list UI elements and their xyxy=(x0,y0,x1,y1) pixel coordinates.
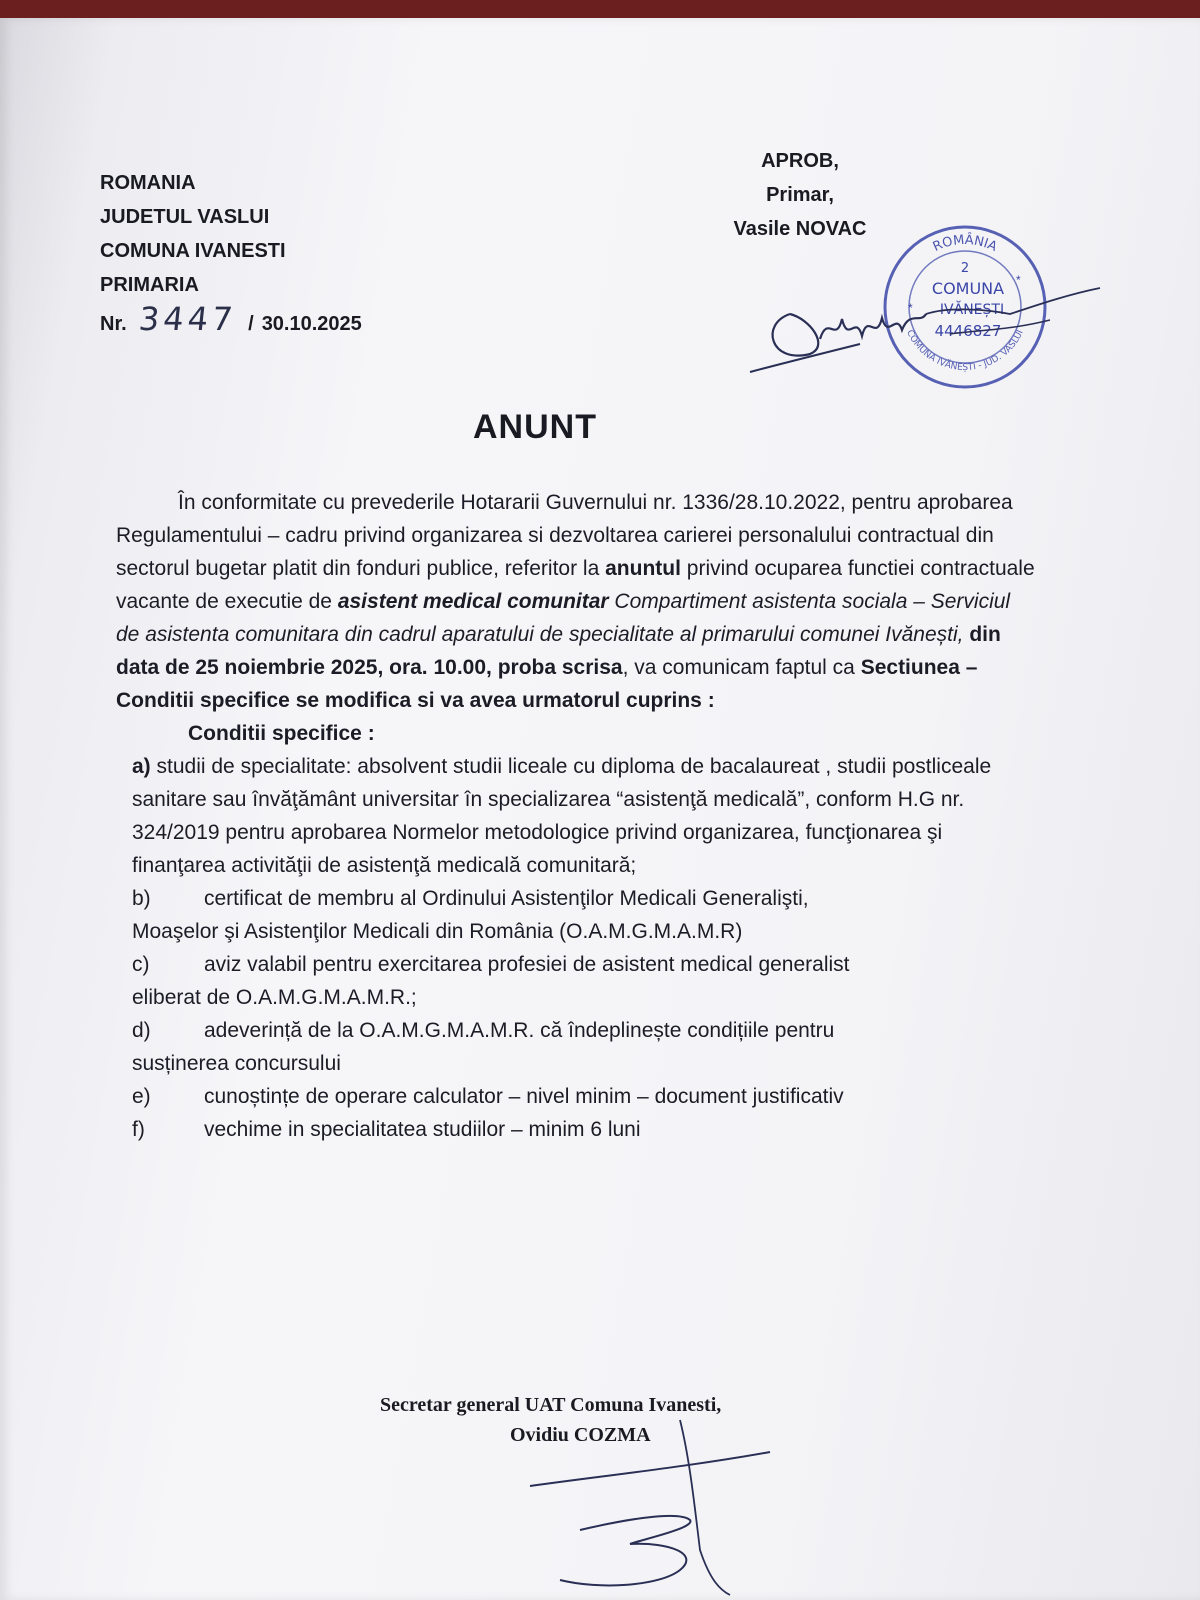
condition-text: vechime in specialitatea studiilor – minim 6 luni xyxy=(204,1118,641,1141)
intro-paragraph xyxy=(116,486,1036,717)
intro-text-3: privind ocuparea functiei contractuale vacante de executie de xyxy=(116,557,1035,613)
commune-line: COMUNA IVANESTI xyxy=(100,240,286,262)
condition-label: c) xyxy=(132,953,150,976)
stamp-code: 4446827 xyxy=(934,322,1002,340)
condition-text-continued: eliberat de O.A.M.G.M.A.M.R.; xyxy=(132,986,417,1009)
registration-number xyxy=(100,302,520,341)
intro-text-2: anuntul xyxy=(605,557,681,580)
approval-line: APROB, xyxy=(761,150,839,172)
announcement-body xyxy=(116,486,1036,1146)
condition-label: f) xyxy=(132,1118,145,1141)
condition-text-continued: Moaşelor şi Asistenţilor Medicali din România (O.A.M.G.M.A.M.R) xyxy=(132,920,743,943)
stamp-top-text: ROMÂNIA xyxy=(930,232,1000,255)
intro-text-1: În conformitate cu prevederile Hotararii Guvernului nr. 1336/28.10.2022, pentru aprobarea Regulamentului – cadru privind organizarea si dezvoltarea carierei personalului contractual din sectorul bugetar platit din fonduri publice, referitor la xyxy=(116,491,1013,580)
stamp-number: 2 xyxy=(960,261,970,276)
condition-text: certificat de membru al Ordinului Asistenţilor Medicali Generalişti, xyxy=(204,887,809,910)
document-title: ANUNT xyxy=(473,408,597,446)
secretary-signature-icon xyxy=(520,1420,780,1600)
secretary-name: Ovidiu COZMA xyxy=(510,1424,651,1446)
exam-date: din data de 25 noiembrie 2025, ora. 10.00, proba scrisa xyxy=(116,623,1001,679)
conditions-title: Conditii specifice : xyxy=(188,722,375,745)
condition-item xyxy=(116,750,1036,882)
nr-handwritten-value: 3447 xyxy=(136,300,239,338)
registration-date: 30.10.2025 xyxy=(261,313,362,335)
svg-text:*: * xyxy=(1016,273,1021,287)
condition-item xyxy=(116,948,1036,1014)
country-line: ROMANIA xyxy=(100,172,196,194)
mayor-signature-icon xyxy=(750,284,1110,394)
condition-item xyxy=(116,1014,1036,1080)
svg-text:*: * xyxy=(908,301,913,315)
condition-item xyxy=(116,882,1036,948)
stamp-commune: COMUNA xyxy=(931,279,1005,298)
condition-text: adeverință de la O.A.M.G.M.A.M.R. că îndeplinește condițiile pentru xyxy=(204,1019,835,1042)
condition-text: aviz valabil pentru exercitarea profesiei de asistent medical generalist xyxy=(204,953,850,976)
position-title: asistent medical comunitar xyxy=(337,590,609,613)
stamp-locality: IVĂNEȘTI xyxy=(939,302,1005,318)
condition-text: cunoștințe de operare calculator – nivel minim – document justificativ xyxy=(204,1085,844,1108)
condition-item xyxy=(116,1113,1036,1146)
approver-role: Primar, xyxy=(766,184,834,206)
approver-name: Vasile NOVAC xyxy=(733,218,867,240)
condition-label: a) xyxy=(132,755,151,778)
intro-text-7: , va comunicam faptul ca xyxy=(622,656,861,679)
secretary-title: Secretar general UAT Comuna Ivanesti, xyxy=(380,1394,722,1416)
condition-label: e) xyxy=(132,1085,151,1108)
nr-separator: / xyxy=(248,313,254,335)
approval-block xyxy=(700,144,900,246)
section-change-text: Sectiunea – Conditii specifice se modifica si va avea urmatorul cuprins : xyxy=(116,656,978,712)
condition-text: studii de specialitate: absolvent studii liceale cu diploma de bacalaureat , studii postliceale sanitare sau învăţământ universitar în specializarea “asistenţă medicală”, conform H.G nr. 324/2019 pentru aprobarea Normelor metodologice privind organizarea, funcţionarea şi finanţarea activităţii de asistenţă medicală comunitară; xyxy=(132,755,992,877)
condition-item xyxy=(116,1080,1036,1113)
office-line: PRIMARIA xyxy=(100,274,199,296)
department-text: Compartiment asistenta sociala – Serviciul de asistenta comunitara din cadrul aparatului de specialitate al primarului comunei Ivănești, xyxy=(116,590,1011,646)
nr-label: Nr. xyxy=(100,313,127,335)
county-line: JUDETUL VASLUI xyxy=(100,206,270,228)
issuer-header xyxy=(100,166,520,341)
stamp-bottom-text: COMUNA IVĂNEȘTI - JUD. VASLUI xyxy=(904,328,1026,374)
condition-label: b) xyxy=(132,887,151,910)
condition-text-continued: susținerea concursului xyxy=(132,1052,341,1075)
condition-label: d) xyxy=(132,1019,151,1042)
